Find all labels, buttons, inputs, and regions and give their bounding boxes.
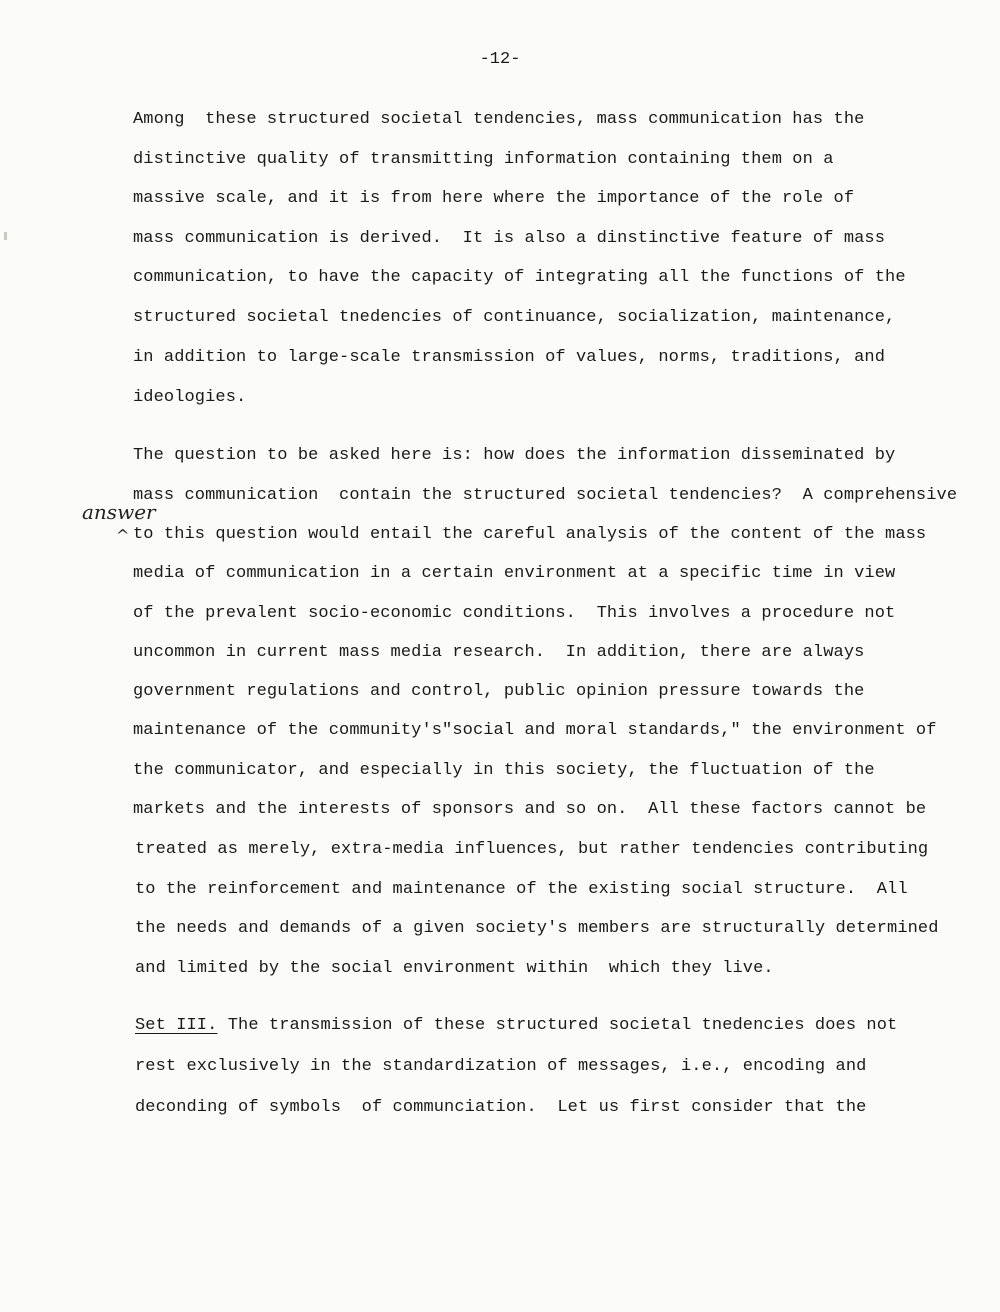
paragraph-2-line: the needs and demands of a given society's members are structurally determined [135, 919, 939, 938]
paragraph-2-line: and limited by the social environment within which they live. [135, 959, 774, 978]
paragraph-2-line: mass communication contain the structured societal tendencies? A comprehensive [133, 486, 958, 505]
paragraph-3-text: The transmission of these structured societal tnedencies does not [217, 1016, 898, 1035]
paragraph-1-line: Among these structured societal tendencies, mass communication has the [133, 110, 865, 129]
paragraph-1-line: ideologies. [133, 388, 247, 407]
paragraph-3-line: deconding of symbols of communciation. Let us first consider that the [135, 1098, 867, 1117]
paragraph-3-line: rest exclusively in the standardization of messages, i.e., encoding and [135, 1057, 867, 1076]
section-heading: Set III. [135, 1016, 218, 1035]
paragraph-2-line: media of communication in a certain environment at a specific time in view [133, 564, 896, 583]
paragraph-2-line: uncommon in current mass media research. In addition, there are always [133, 643, 865, 662]
paragraph-2-line: the communicator, and especially in this society, the fluctuation of the [133, 761, 875, 780]
paragraph-1-line: structured societal tnedencies of continuance, socialization, maintenance, [133, 308, 896, 327]
paragraph-2-line: government regulations and control, public opinion pressure towards the [133, 682, 865, 701]
paragraph-2-line: maintenance of the community's"social and moral standards," the environment of [133, 721, 937, 740]
paragraph-1-line: in addition to large-scale transmission of values, norms, traditions, and [133, 348, 886, 367]
paragraph-2-line: markets and the interests of sponsors and so on. All these factors cannot be [133, 800, 927, 819]
paragraph-2-line: treated as merely, extra-media influences, but rather tendencies contributing [135, 840, 929, 859]
paragraph-1-line: communication, to have the capacity of integrating all the functions of the [133, 268, 906, 287]
paragraph-2-line: of the prevalent socio-economic conditions. This involves a procedure not [133, 604, 896, 623]
insertion-caret-mark: ^ [116, 526, 130, 545]
paragraph-2-line: to the reinforcement and maintenance of the existing social structure. All [135, 880, 908, 899]
paragraph-1-line: massive scale, and it is from here where the importance of the role of [133, 189, 855, 208]
handwritten-insertion: answer [82, 500, 156, 524]
paragraph-2-line: The question to be asked here is: how does the information disseminated by [133, 446, 896, 465]
paragraph-1-line: mass communication is derived. It is also a dinstinctive feature of mass [133, 229, 886, 248]
paragraph-3-line [135, 1016, 897, 1036]
paragraph-1-line: distinctive quality of transmitting information containing them on a [133, 150, 834, 169]
page-number: -12- [479, 50, 521, 69]
paper-speck [4, 232, 7, 240]
paragraph-2-line: to this question would entail the careful analysis of the content of the mass [133, 525, 927, 544]
